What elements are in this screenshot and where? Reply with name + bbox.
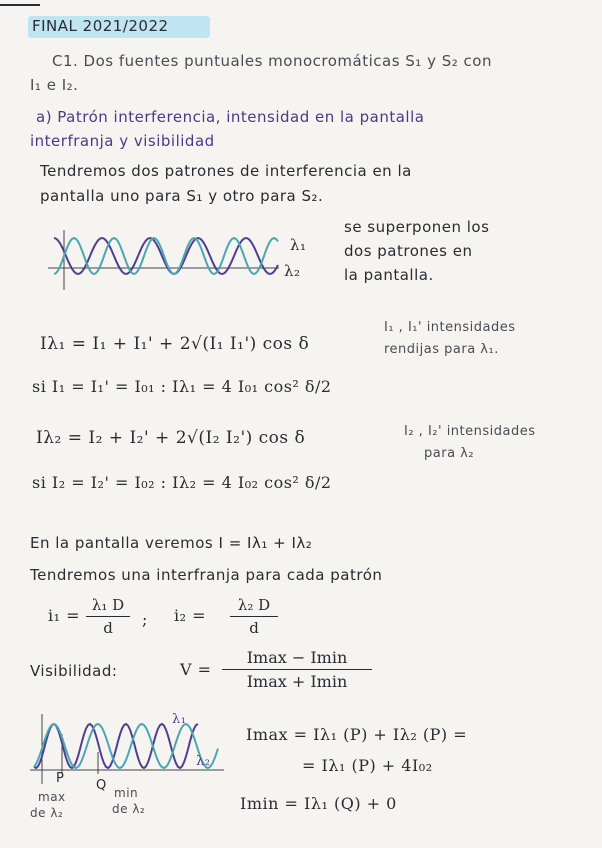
- wave-note-line-1: se superponen los: [344, 218, 490, 236]
- note-intensities-2-line-1: I₂ , I₂' intensidades: [404, 424, 536, 439]
- wave-label-lambda-1: λ₁: [290, 236, 307, 254]
- label-min-de-lambda-2: de λ₂: [112, 802, 146, 816]
- label-min: min: [114, 786, 139, 800]
- top-rule: [0, 4, 40, 6]
- visibility-denominator: Imax + Imin: [246, 672, 348, 691]
- visibility-fraction: [222, 648, 372, 691]
- fringe-i2-fraction: [230, 596, 278, 637]
- fringe-i2-denominator: d: [249, 619, 259, 637]
- interference-waves-diagram: [44, 228, 294, 294]
- explanation-line-1: Tendremos dos patrones de interferencia en la: [40, 162, 412, 180]
- wave-note-line-2: dos patrones en: [344, 242, 473, 260]
- wave-lambda-2: [54, 238, 278, 274]
- note-intensities-1-line-2: rendijas para λ₁.: [384, 342, 499, 357]
- point-q-label: Q: [96, 778, 107, 793]
- equation-intensity-lambda-1: Iλ₁ = I₁ + I₁' + 2√(I₁ I₁') cos δ: [40, 334, 310, 354]
- visibility-lhs: V =: [180, 660, 212, 679]
- equation-intensity-lambda-2: Iλ₂ = I₂ + I₂' + 2√(I₂ I₂') cos δ: [36, 428, 306, 448]
- visibility-numerator: Imax − Imin: [246, 648, 348, 667]
- page-title: FINAL 2021/2022: [32, 17, 169, 35]
- fringe-i1-numerator: λ₁ D: [91, 596, 125, 614]
- note-intensities-1-line-1: I₁ , I₁' intensidades: [384, 320, 516, 335]
- imin-equation: Imin = Iλ₁ (Q) + 0: [240, 794, 397, 813]
- label-max: max: [38, 790, 66, 804]
- note-intensities-2-line-2: para λ₂: [424, 446, 475, 461]
- fringe-i1-fraction-bar: [86, 616, 130, 617]
- wave2-label-lambda-2: λ₂: [196, 754, 211, 769]
- visibility-label: Visibilidad:: [30, 662, 118, 680]
- fringe-separator: ;: [142, 610, 148, 629]
- wave2-label-lambda-1: λ₁: [172, 712, 187, 727]
- fringe-i1-denominator: d: [103, 619, 113, 637]
- imax-equation-line-1: Imax = Iλ₁ (P) + Iλ₂ (P) =: [246, 725, 468, 744]
- screen-sum-line: En la pantalla veremos I = Iλ₁ + Iλ₂: [30, 534, 313, 552]
- fringe-i1-fraction: [86, 596, 130, 637]
- fringe-i2-lhs: i₂ =: [174, 606, 207, 625]
- wave-note-line-3: la pantalla.: [344, 266, 434, 284]
- problem-line-1: C1. Dos fuentes puntuales monocromáticas S₁ y S₂ con: [52, 52, 492, 70]
- part-a-line-1: a) Patrón interferencia, intensidad en la pantalla: [36, 108, 425, 126]
- fringe-i2-fraction-bar: [230, 616, 278, 617]
- equation-simplified-lambda-2: si I₂ = I₂' = I₀₂ : Iλ₂ = 4 I₀₂ cos² δ/2: [32, 473, 332, 492]
- explanation-line-2: pantalla uno para S₁ y otro para S₂.: [40, 187, 324, 205]
- fringe-line: Tendremos una interfranja para cada patrón: [30, 566, 383, 584]
- visibility-fraction-bar: [222, 669, 372, 670]
- fringe-i1-lhs: i₁ =: [48, 606, 81, 625]
- wave-label-lambda-2: λ₂: [284, 262, 301, 280]
- part-a-line-2: interfranja y visibilidad: [30, 132, 215, 150]
- point-p-label: P: [56, 771, 65, 786]
- label-max-de-lambda-2: de λ₂: [30, 806, 64, 820]
- problem-line-2: I₁ e I₂.: [30, 76, 79, 94]
- imax-equation-line-2: = Iλ₁ (P) + 4I₀₂: [302, 756, 433, 775]
- equation-simplified-lambda-1: si I₁ = I₁' = I₀₁ : Iλ₁ = 4 I₀₁ cos² δ/2: [32, 377, 332, 396]
- fringe-i2-numerator: λ₂ D: [237, 596, 271, 614]
